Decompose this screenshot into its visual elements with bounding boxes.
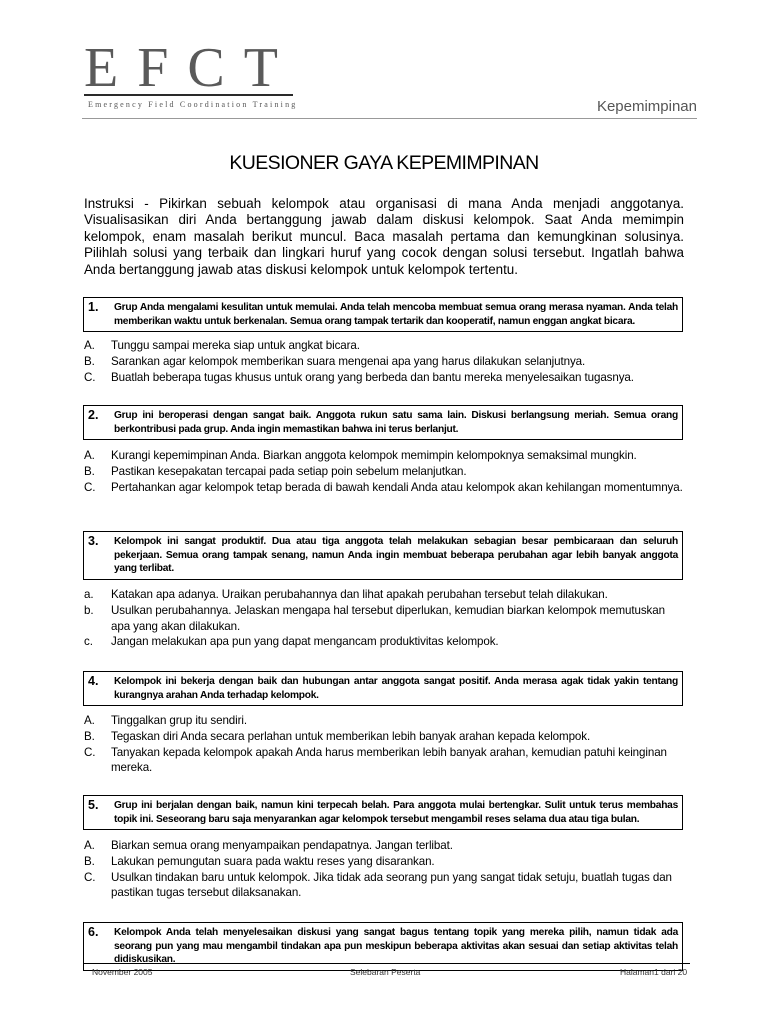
options-list-4 xyxy=(84,713,684,776)
question-number: 3. xyxy=(88,534,99,548)
options-list-5 xyxy=(84,838,684,901)
options-list-3 xyxy=(84,587,684,650)
option-text: Tegaskan diri Anda secara perlahan untuk memberikan lebih banyak arahan kepada kelompok. xyxy=(111,729,591,743)
option-text: Usulkan perubahannya. Jelaskan mengapa hal tersebut diperlukan, kemudian biarkan kelompok memutuskan apa yang akan dilakukan. xyxy=(111,603,665,633)
question-number: 4. xyxy=(88,674,99,688)
option-text: Jangan melakukan apa pun yang dapat mengancam produktivitas kelompok. xyxy=(111,635,499,649)
question-text: Grup Anda mengalami kesulitan untuk memulai. Anda telah mencoba membuat semua orang merasa nyaman. Anda telah memberikan waktu untuk berkenalan. Semua orang tampak tertarik dan kooperatif, namun enggan angkat bicara. xyxy=(114,302,678,327)
option-letter: A. xyxy=(84,339,95,352)
option-item[interactable] xyxy=(84,870,684,902)
question-box-5 xyxy=(83,795,683,830)
option-text: Lakukan pemungutan suara pada waktu reses yang disarankan. xyxy=(111,854,435,868)
option-text: Biarkan semua orang menyampaikan pendapatnya. Jangan terlibat. xyxy=(111,839,453,852)
option-item[interactable] xyxy=(84,587,684,603)
option-text: Tunggu sampai mereka siap untuk angkat bicara. xyxy=(111,339,360,352)
option-letter: A. xyxy=(84,714,95,727)
option-item[interactable] xyxy=(84,370,684,386)
question-text: Grup ini berjalan dengan baik, namun kini terpecah belah. Para anggota mulai bertengkar. Sulit untuk terus membahas topik ini. Seseorang baru saja menyarankan agar kelompok tersebut mengambil reses selama dua atau tiga bulan. xyxy=(114,800,678,825)
option-letter: C. xyxy=(84,370,96,384)
question-number: 6. xyxy=(88,925,99,939)
question-box-3 xyxy=(83,531,683,580)
question-box-2 xyxy=(83,405,683,440)
option-letter: b. xyxy=(84,603,94,617)
option-text: Katakan apa adanya. Uraikan perubahannya dan lihat apakah perubahan tersebut telah dilakukan. xyxy=(111,588,608,601)
option-item[interactable] xyxy=(84,464,684,480)
option-item[interactable] xyxy=(84,634,684,650)
option-text: Kurangi kepemimpinan Anda. Biarkan anggota kelompok memimpin kelompoknya semaksimal mungkin. xyxy=(111,449,637,462)
question-box-4 xyxy=(83,671,683,706)
section-label: Kepemimpinan xyxy=(596,98,697,115)
option-item[interactable] xyxy=(84,854,684,870)
question-text: Kelompok ini bekerja dengan baik dan hubungan antar anggota sangat positif. Anda merasa agak tidak yakin tentang kurangnya arahan Anda terhadap kelompok. xyxy=(114,676,678,701)
option-item[interactable] xyxy=(84,745,684,777)
footer-date: November 2005 xyxy=(92,967,153,977)
option-letter: C. xyxy=(84,870,96,884)
option-text: Buatlah beberapa tugas khusus untuk orang yang berbeda dan bantu mereka menyelesaikan tugasnya. xyxy=(111,370,634,384)
option-letter: B. xyxy=(84,354,95,368)
logo: EFCT xyxy=(84,37,297,99)
option-text: Pertahankan agar kelompok tetap berada di bawah kendali Anda atau kelompok akan kehilangan momentumnya. xyxy=(111,480,683,494)
option-text: Pastikan kesepakatan tercapai pada setiap poin sebelum melanjutkan. xyxy=(111,464,467,478)
option-item[interactable] xyxy=(84,713,684,729)
option-item[interactable] xyxy=(84,448,684,464)
option-letter: B. xyxy=(84,729,95,743)
option-letter: B. xyxy=(84,854,95,868)
question-box-1 xyxy=(83,297,683,332)
option-letter: A. xyxy=(84,839,95,852)
option-item[interactable] xyxy=(84,338,684,354)
logo-underline xyxy=(84,94,293,96)
option-item[interactable] xyxy=(84,838,684,854)
options-list-2 xyxy=(84,448,684,495)
page-title: KUESIONER GAYA KEPEMIMPINAN xyxy=(229,152,539,174)
option-item[interactable] xyxy=(84,603,684,635)
option-letter: c. xyxy=(84,635,93,649)
option-letter: a. xyxy=(84,588,94,601)
option-text: Tinggalkan grup itu sendiri. xyxy=(111,714,247,727)
options-list-1 xyxy=(84,338,684,385)
question-text: Kelompok Anda telah menyelesaikan diskusi yang sangat bagus tentang topik yang mereka pilih, namun tidak ada seorang pun yang mau mengambil tindakan apa pun meskipun beberapa aktivitas akan sesuai dan setiap aktivitas telah didiskusikan. xyxy=(114,927,678,966)
option-letter: A. xyxy=(84,449,95,462)
question-number: 5. xyxy=(88,798,99,812)
question-number: 1. xyxy=(88,300,99,314)
footer-divider xyxy=(84,963,690,964)
question-text: Kelompok ini sangat produktif. Dua atau tiga anggota telah melakukan sebagian besar pembicaraan dan seluruh pekerjaan. Semua orang tampak senang, namun Anda ingin membuat beberapa perubahan agar lebih banyak anggota yang terlibat. xyxy=(114,536,678,575)
option-text: Usulkan tindakan baru untuk kelompok. Jika tidak ada seorang pun yang sangat tidak setuju, buatlah tugas dan pastikan tugas tersebut dilaksanakan. xyxy=(111,870,672,900)
option-text: Sarankan agar kelompok memberikan suara mengenai apa yang harus dilakukan selanjutnya. xyxy=(111,354,586,368)
option-letter: B. xyxy=(84,464,95,478)
footer-page: Halaman1 dari 20 xyxy=(620,967,688,977)
option-item[interactable] xyxy=(84,729,684,745)
option-item[interactable] xyxy=(84,480,684,496)
logo-tagline: Emergency Field Coordination Training xyxy=(88,100,298,109)
footer-center: Selebaran Peserta xyxy=(350,967,421,977)
option-item[interactable] xyxy=(84,354,684,370)
question-text: Grup ini beroperasi dengan sangat baik. Anggota rukun satu sama lain. Diskusi berlangsung meriah. Semua orang berkontribusi pada grup. Anda ingin memastikan bahwa ini terus berlanjut. xyxy=(114,410,678,435)
option-letter: C. xyxy=(84,745,96,759)
header-divider xyxy=(82,118,697,119)
option-text: Tanyakan kepada kelompok apakah Anda harus memberikan lebih banyak arahan, kemudian patuhi keinginan mereka. xyxy=(111,745,667,775)
option-letter: C. xyxy=(84,480,96,494)
question-number: 2. xyxy=(88,408,99,422)
instructions-paragraph: Instruksi - Pikirkan sebuah kelompok atau organisasi di mana Anda menjadi anggotanya. Visualisasikan diri Anda bertanggung jawab dalam diskusi kelompok. Saat Anda memimpin kelompok, enam masalah berikut muncul. Baca masalah pertama dan kemungkinan solusinya. Pilihlah solusi yang terbaik dan lingkari huruf yang cocok dengan solusi tersebut. Ingatlah bahwa Anda bertanggung jawab atas diskusi kelompok untuk kelompok tertentu. xyxy=(84,196,684,277)
